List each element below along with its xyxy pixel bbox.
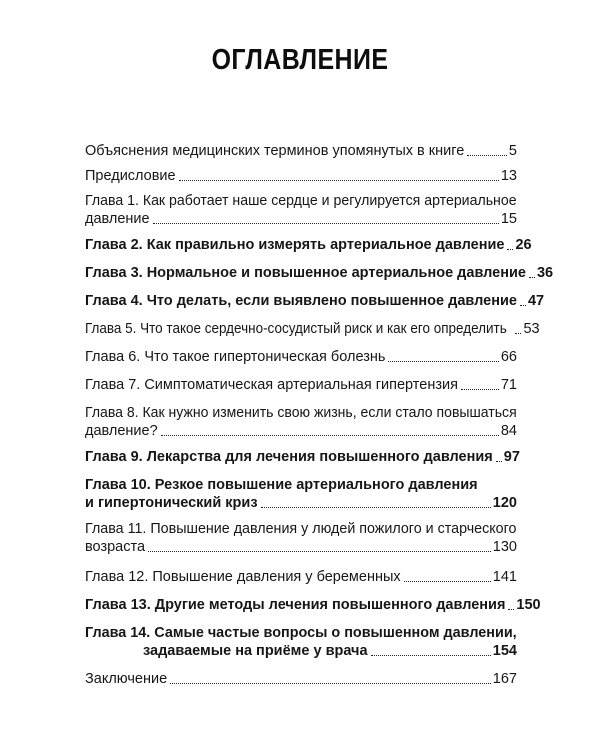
toc-entry-title: Глава 6. Что такое гипертоническая болезнь (85, 349, 386, 365)
toc-page-number: 13 (500, 168, 517, 184)
toc-entry-title-line-2: возраста (85, 539, 146, 555)
toc-page-number: 84 (500, 423, 517, 439)
toc-entry-chapter-6[interactable] (85, 348, 517, 366)
leader-dots (153, 223, 499, 224)
leader-dots (161, 435, 499, 436)
toc-entry-title: Объяснения медицинских терминов упомянутых в книге (85, 143, 465, 159)
toc-entry-preface[interactable] (85, 167, 517, 185)
toc-page-number: 53 (523, 321, 540, 337)
toc-page-number: 130 (492, 539, 517, 555)
toc-entry-title-line-2: давление? (85, 423, 158, 439)
leader-dots (148, 551, 491, 552)
toc-page-number: 120 (492, 495, 517, 511)
toc-page-number: 97 (503, 449, 520, 465)
toc-entry-title: Заключение (85, 671, 168, 687)
toc-entry-title-line-1: Глава 10. Резкое повышение артериального давления (85, 477, 478, 493)
leader-dots (520, 305, 526, 306)
toc-entry-terms[interactable] (85, 142, 517, 160)
toc-entry-title: Глава 2. Как правильно измерять артериальное давление (85, 237, 505, 253)
toc-entry-title: Глава 9. Лекарства для лечения повышенного давления (85, 449, 493, 465)
leader-dots (515, 333, 521, 334)
toc-entry-chapter-3[interactable] (85, 264, 554, 282)
toc-page-number: 15 (500, 211, 517, 227)
leader-dots (529, 277, 535, 278)
toc-entry-title-line-1: Глава 1. Как работает наше сердце и регулируется артериальное (85, 193, 517, 209)
leader-dots (404, 581, 491, 582)
toc-page-number: 36 (536, 265, 554, 281)
toc-page-number: 47 (527, 293, 545, 309)
toc-entry-chapter-8[interactable] (85, 404, 517, 440)
toc-entry-chapter-9[interactable] (85, 448, 520, 466)
toc-entry-title-line-1: Глава 14. Самые частые вопросы о повышенном давлении, (85, 625, 517, 641)
toc-entry-chapter-11[interactable] (85, 520, 517, 556)
toc-entry-title-line-2: задаваемые на приёме у врача (143, 643, 368, 659)
toc-page-number: 154 (492, 643, 517, 659)
toc-entry-title: Глава 5. Что такое сердечно-сосудистый риск и как его определить (85, 321, 507, 337)
toc-entry-title-line-1: Глава 11. Повышение давления у людей пожилого и старческого (85, 521, 517, 537)
leader-dots (371, 655, 491, 656)
toc-page-number: 167 (492, 671, 517, 687)
toc-page-number: 150 (516, 597, 541, 613)
toc-entry-chapter-4[interactable] (85, 292, 545, 310)
toc-entry-title: Глава 7. Симптоматическая артериальная гипертензия (85, 377, 458, 393)
leader-dots (170, 683, 491, 684)
toc-entry-conclusion[interactable] (85, 670, 517, 688)
toc-entry-chapter-5[interactable] (85, 320, 540, 338)
page-title: ОГЛАВЛЕНИЕ (211, 44, 389, 76)
leader-dots (179, 180, 499, 181)
leader-dots (388, 361, 498, 362)
toc-entry-title-line-2: и гипертонический криз (85, 495, 258, 511)
leader-dots (496, 461, 502, 462)
leader-dots (261, 507, 491, 508)
toc-page-number: 26 (515, 237, 532, 253)
leader-dots (467, 155, 507, 156)
toc-entry-chapter-7[interactable] (85, 376, 517, 394)
toc-entry-chapter-13[interactable] (85, 596, 541, 614)
leader-dots (508, 609, 514, 610)
toc-page-number: 141 (492, 569, 517, 585)
toc-entry-title-line-2: давление (85, 211, 150, 227)
toc-entry-title: Глава 13. Другие методы лечения повышенного давления (85, 597, 506, 613)
toc-page-number: 5 (508, 143, 517, 159)
toc-entry-title: Глава 4. Что делать, если выявлено повышенное давление (85, 293, 517, 309)
toc-entry-title: Глава 3. Нормальное и повышенное артериальное давление (85, 265, 526, 281)
toc-page-number: 71 (500, 377, 517, 393)
toc-entry-chapter-14[interactable] (85, 624, 517, 660)
toc-page-number: 66 (500, 349, 517, 365)
toc-entry-chapter-12[interactable] (85, 568, 517, 586)
toc-entry-title-line-1: Глава 8. Как нужно изменить свою жизнь, если стало повышаться (85, 405, 517, 421)
toc-entry-chapter-10[interactable] (85, 476, 517, 512)
toc-entry-chapter-1[interactable] (85, 192, 517, 228)
toc-entry-title: Предисловие (85, 168, 176, 184)
toc-entry-title: Глава 12. Повышение давления у беременных (85, 569, 401, 585)
toc-entry-chapter-2[interactable] (85, 236, 532, 254)
leader-dots (461, 389, 499, 390)
leader-dots (507, 249, 513, 250)
